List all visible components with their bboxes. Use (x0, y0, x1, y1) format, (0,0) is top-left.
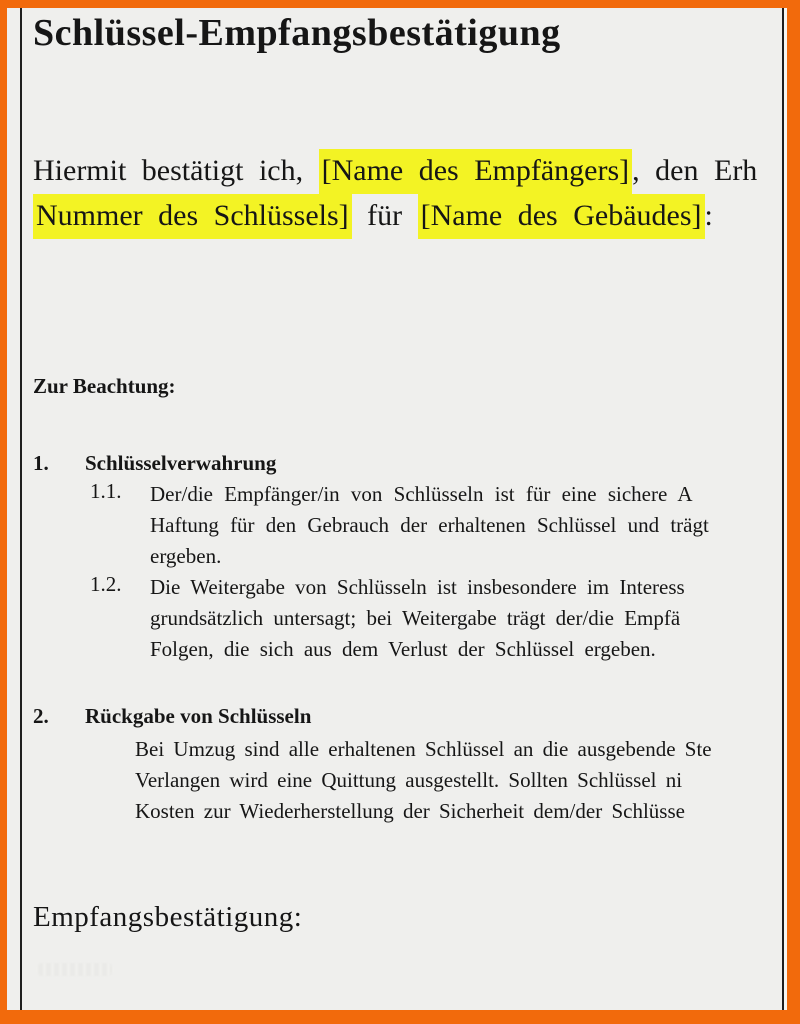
text-line: ergeben. (150, 544, 222, 568)
section-1-number: 1. (33, 451, 49, 475)
item-1-1-number: 1.1. (90, 479, 122, 503)
section-2-text (135, 734, 712, 827)
key-number-placeholder: Nummer des Schlüssels] (33, 194, 352, 239)
item-1-2-text (150, 572, 685, 665)
text-line: Kosten zur Wiederherstellung der Sicherheit dem/der Schlüsse (135, 799, 685, 823)
text-line: grundsätzlich untersagt; bei Weitergabe trägt der/die Empfä (150, 606, 681, 630)
page-right-margin (784, 8, 787, 1010)
building-name-placeholder: [Name des Gebäudes] (418, 194, 705, 239)
intro-line-1 (33, 148, 757, 193)
document-content (22, 8, 782, 1010)
intro-paragraph (33, 148, 757, 238)
text-line: Haftung für den Gebrauch der erhaltenen Schlüssel und trägt (150, 513, 709, 537)
intro-text: Hiermit bestätigt ich, (33, 154, 319, 187)
section-1-title: Schlüsselverwahrung (85, 451, 277, 475)
intro-text: für (351, 199, 418, 232)
text-line: Der/die Empfänger/in von Schlüsseln ist für eine sichere A (150, 482, 693, 506)
text-line: Bei Umzug sind alle erhaltenen Schlüssel an die ausgebende Ste (135, 737, 712, 761)
document-page (7, 8, 787, 1010)
item-1-1-text (150, 479, 709, 572)
note-heading: Zur Beachtung: (33, 374, 176, 398)
text-line: Verlangen wird eine Quittung ausgestellt. Sollten Schlüssel ni (135, 768, 683, 792)
intro-line-2 (33, 193, 757, 238)
intro-text: , den Erh (632, 154, 758, 187)
text-line: Die Weitergabe von Schlüsseln ist insbesondere im Interess (150, 575, 685, 599)
document-title: Schlüssel-Empfangsbestätigung (33, 12, 561, 54)
recipient-name-placeholder: [Name des Empfängers] (319, 149, 633, 194)
closing-heading: Empfangsbestätigung: (33, 901, 303, 933)
section-2-title: Rückgabe von Schlüsseln (85, 704, 312, 728)
section-2-number: 2. (33, 704, 49, 728)
faint-watermark (38, 963, 112, 976)
page-right-edge-line (782, 8, 784, 1010)
intro-text: : (704, 199, 713, 232)
text-line: Folgen, die sich aus dem Verlust der Schlüssel ergeben. (150, 637, 656, 661)
item-1-2-number: 1.2. (90, 572, 122, 596)
